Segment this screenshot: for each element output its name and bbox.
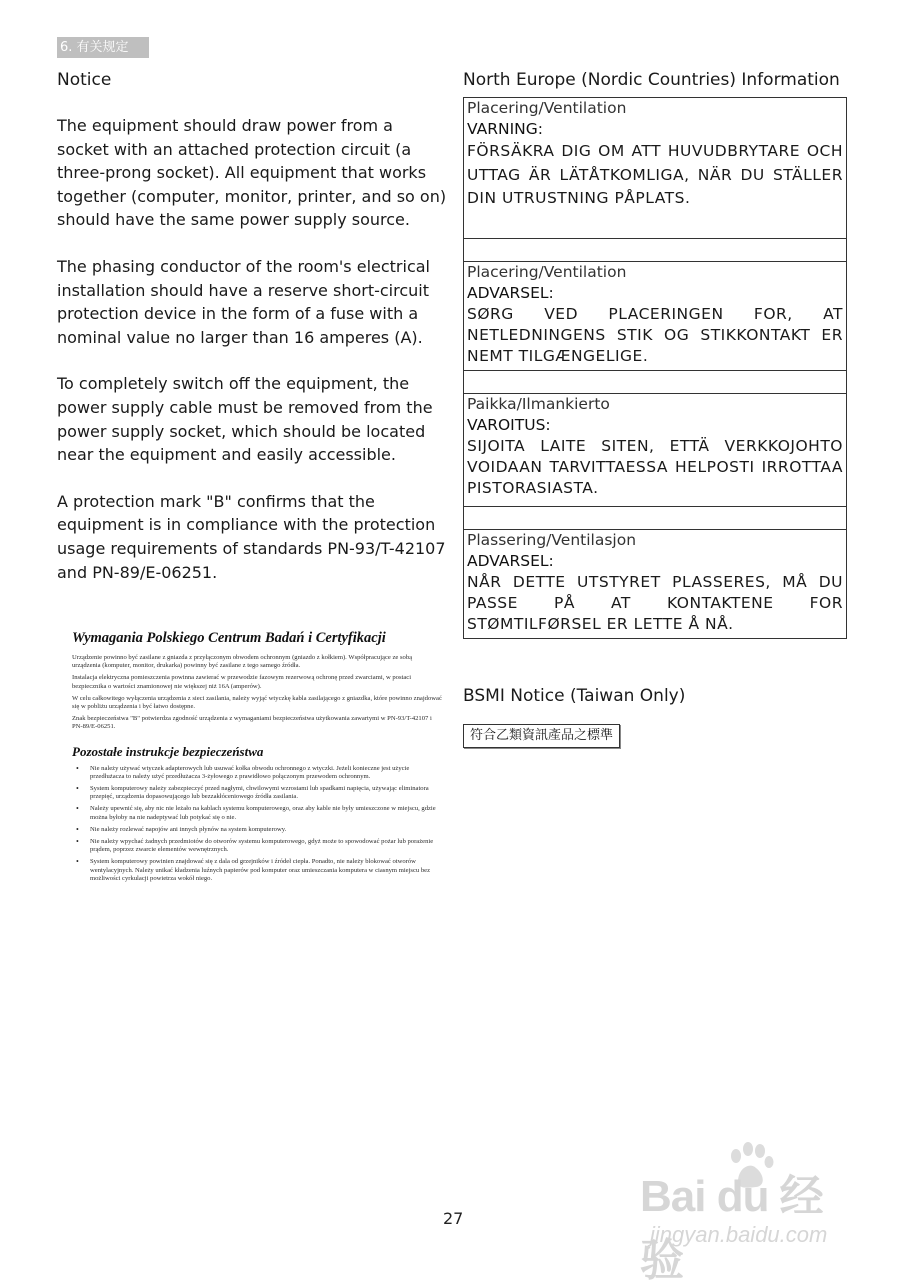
polish-subtitle: Pozostałe instrukcje bezpieczeństwa [72, 743, 264, 759]
polish-bullet: • Nie należy wpychać żadnych przedmiotów do otworów systemu komputerowego, gdyż może to spowodować pożar lub porażenie prądem, poprzez zwarcie elementów wewnętrznych. [72, 838, 442, 854]
section-tag: 6. 有关规定 [57, 37, 149, 58]
nordic-spacer-cell [464, 371, 847, 394]
nordic-cell [464, 394, 847, 507]
polish-title: Wymagania Polskiego Centrum Badań i Certyfikacji [72, 630, 386, 646]
notice-paragraph-2: The phasing conductor of the room's electrical installation should have a reserve short-circuit protection device in the form of a fuse with a nominal value no larger than 16 amperes (A). [57, 256, 430, 347]
notice-paragraph-1: The equipment should draw power from a socket with an attached protection circuit (a three-prong socket). All equipment that works together (computer, monitor, printer, and so on) should have the same power supply source. [57, 116, 447, 230]
nordic-row-danish [464, 262, 847, 371]
nordic-table [463, 97, 847, 639]
nordic-entry-label: ADVARSEL: [467, 552, 554, 570]
nordic-cell [464, 262, 847, 371]
nordic-entry-text: SIJOITA LAITE SITEN, ETTÄ VERKKOJOHTO VOIDAAN TARVITTAESSA HELPOSTI IRROTTAA PISTORASIASTA. [467, 437, 843, 497]
nordic-entry-text: NÅR DETTE UTSTYRET PLASSERES, MÅ DU PASSE PÅ AT KONTAKTENE FOR STØMTILFØRSEL ER LETTE Å NÅ. [467, 573, 843, 633]
nordic-entry-label: ADVARSEL: [467, 284, 554, 302]
nordic-entry-title: Placering/Ventilation [467, 99, 627, 117]
polish-paragraph-3: W celu całkowitego wyłączenia urządzenia z sieci zasilania, należy wyjąć wtyczkę kabla zasilającego z gniazdka, które powinno znajdować się w pobliżu urządzenia i być łatwo dostępne. [72, 694, 442, 711]
nordic-entry-title: Plassering/Ventilasjon [467, 531, 637, 549]
nordic-heading: North Europe (Nordic Countries) Information [463, 70, 840, 90]
bsmi-heading: BSMI Notice (Taiwan Only) [463, 686, 686, 706]
notice-heading: Notice [57, 70, 112, 90]
polish-paragraph-1: Urządzenie powinno być zasilane z gniazda z przyłączonym obwodem ochronnym (gniazdo z kołkiem). Współpracujące ze sobą urządzenia (komputer, monitor, drukarka) powinny być zasilane z tego samego źródła. [72, 654, 413, 670]
polish-paragraph-4: Znak bezpieczeństwa "B" potwierdza zgodność urządzenia z wymaganiami bezpieczeństwa użytkowania zawartymi w PN-93/T-42107 i PN-89/E-06251. [72, 715, 432, 731]
watermark-url: jingyan.baidu.com [650, 1222, 828, 1247]
polish-bullet: • Nie należy używać wtyczek adapterowych lub usuwać kołka obwodu ochronnego z wtyczki. Jeżeli konieczne jest użycie przedłużacza to należy użyć przedłużacza 3-żyłowego z prawidłowo połączonym przewodem ochronnym. [72, 765, 442, 781]
watermark-logo: Bai du 经验 [640, 1172, 823, 1285]
polish-bullet: • Należy upewnić się, aby nic nie leżało na kablach systemu komputerowego, oraz aby kable nie były umieszczone w miejscu, gdzie można byłoby na nie nadeptywać lub potykać się o nie. [72, 805, 442, 821]
polish-paragraph-2: Instalacja elektryczna pomieszczenia powinna zawierać w przewodzie fazowym rezerwową ochronę przed zwarciami, w postaci bezpiecznika o wartości znamionowej nie większej niż 16A (amperów). [72, 674, 412, 690]
nordic-row-finnish [464, 394, 847, 507]
nordic-entry-text: SØRG VED PLACERINGEN FOR, AT NETLEDNINGENS STIK OG STIKKONTAKT ER NEMT TILGÆNGELIGE. [467, 305, 843, 365]
nordic-row-swedish [464, 98, 847, 239]
nordic-entry-text: FÖRSÄKRA DIG OM ATT HUVUDBRYTARE OCH UTTAG ÄR LÄTÅTKOMLIGA, NÄR DU STÄLLER DIN UTRUSTNING PÅPLATS. [467, 142, 843, 207]
nordic-spacer-cell [464, 239, 847, 262]
nordic-column [463, 68, 847, 639]
nordic-spacer-cell [464, 507, 847, 530]
notice-column [57, 68, 447, 607]
notice-paragraph-4: A protection mark "B" confirms that the equipment is in compliance with the protection usage requirements of standards PN-93/T-42107 and PN-89/E-06251. [57, 491, 446, 582]
bsmi-mark-box: 符合乙類資訊產品之標準 [463, 724, 620, 748]
notice-paragraph-3: To completely switch off the equipment, the power supply cable must be removed from the power supply socket, which should be located near the equipment and easily accessible. [57, 374, 433, 465]
nordic-entry-title: Placering/Ventilation [467, 263, 627, 281]
nordic-entry-label: VAROITUS: [467, 416, 551, 434]
nordic-row-norwegian [464, 530, 847, 639]
polish-requirements-scan [72, 630, 442, 945]
nordic-entry-title: Paikka/Ilmankierto [467, 395, 610, 413]
baidu-watermark [640, 1142, 855, 1285]
nordic-cell [464, 530, 847, 639]
polish-bullet: • System komputerowy powinien znajdować się z dala od grzejników i źródeł ciepła. Ponadto, nie należy blokować otworów wentylacyjnych. Należy unikać kładzenia luźnych papierów pod komputer oraz umieszczania komputera w ciasnym miejscu bez możliwości cyrkulacji powietrza wokół niego. [72, 858, 442, 883]
polish-bullet-list [72, 765, 442, 883]
page-number: 27 [443, 1209, 464, 1228]
polish-bullet: • Nie należy rozlewać napojów ani innych płynów na system komputerowy. [72, 826, 442, 834]
nordic-entry-label: VARNING: [467, 120, 543, 138]
polish-bullet: • System komputerowy należy zabezpieczyć przed nagłymi, chwilowymi wzrostami lub spadkami napięcia, używając eliminatora przepięć, urządzenia dopasowującego lub bezzakłóceniowego źródła zasilania. [72, 785, 442, 801]
nordic-cell [464, 98, 847, 239]
